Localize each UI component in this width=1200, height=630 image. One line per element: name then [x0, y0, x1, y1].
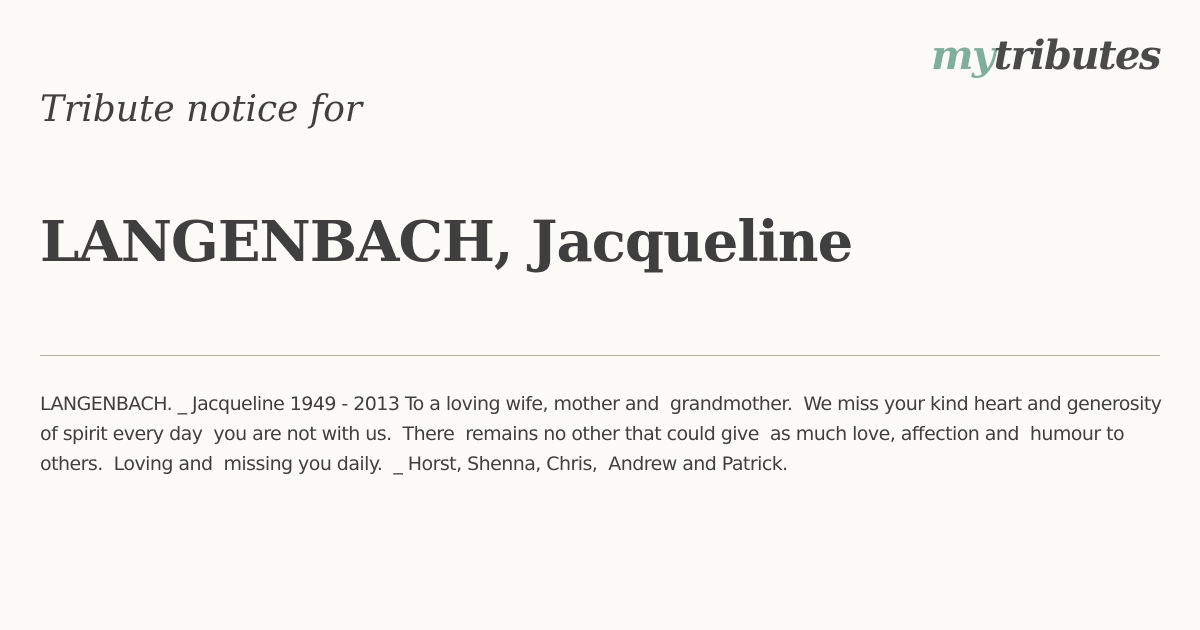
deceased-name-title: LANGENBACH, Jacqueline — [40, 209, 853, 275]
mytributes-logo[interactable] — [931, 32, 1160, 79]
tribute-notice-kicker: Tribute notice for — [40, 89, 363, 130]
logo-my-text: my — [931, 32, 994, 79]
logo-tributes-text: tributes — [993, 32, 1160, 79]
tribute-message-text: LANGENBACH. _ Jacqueline 1949 - 2013 To a loving wife, mother and grandmother. We miss your kind heart and generosity of spirit every day you are not with us. There remains no other that could give as much love, affection and humour to others. Loving and missing you daily. _ Horst, Shenna, Chris, Andrew and Patrick. — [40, 393, 1167, 475]
section-divider — [40, 355, 1160, 356]
